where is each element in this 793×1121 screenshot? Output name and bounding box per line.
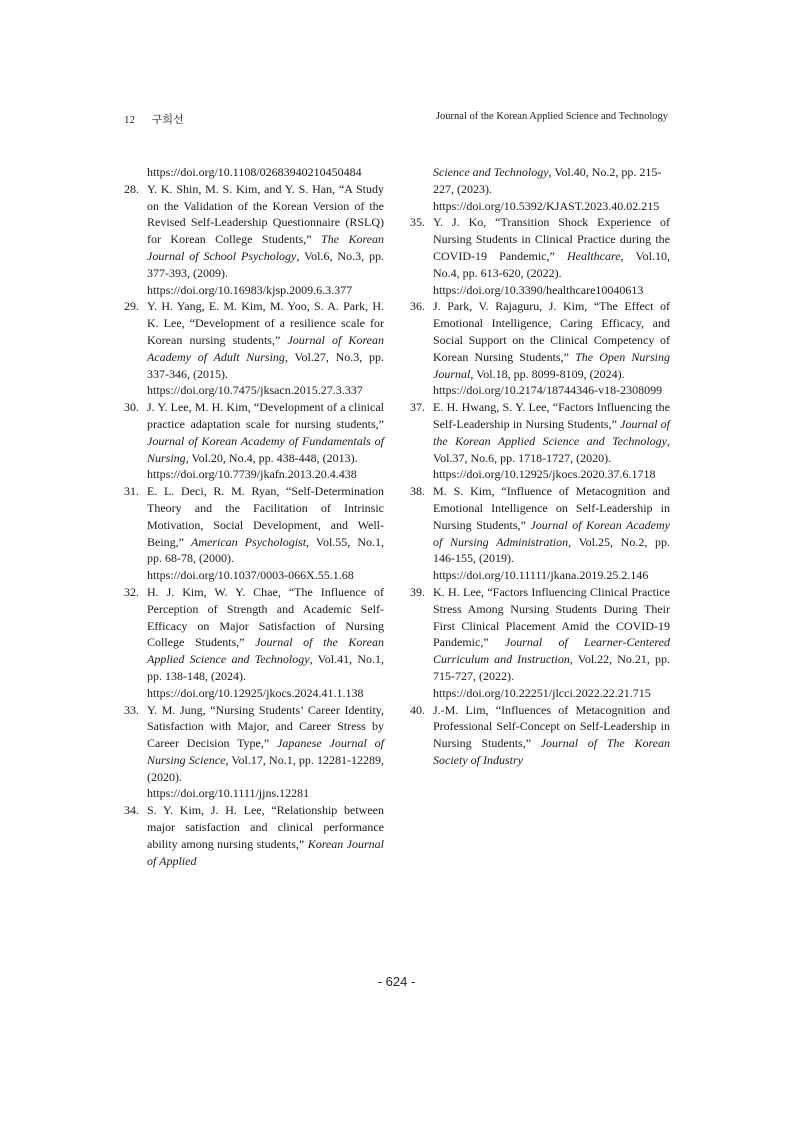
running-header-left (124, 111, 184, 127)
reference-authors-title: E. L. Deci, R. M. Ryan, “Self-Determination Theory and the Facilitation of Intrinsic Motivation, Social Development, and Well-Being,” (147, 484, 384, 549)
reference-journal: Journal of Korean Academy of Adult Nursing (147, 332, 384, 364)
header-author: 구희선 (151, 114, 184, 126)
reference-number: 28. (124, 181, 139, 196)
reference-text (433, 584, 670, 702)
reference-item (410, 214, 670, 298)
reference-authors-title: M. S. Kim, “Influence of Metacognition and Emotional Intelligence on Self-Leadership in Nursing Students,” (433, 484, 670, 532)
reference-doi-link[interactable]: https://doi.org/10.12925/jkocs.2024.41.1.138 (147, 685, 364, 700)
continued-reference: Science and Technology, Vol.40, No.2, pp. 215-227, (2023). https://doi.org/10.5392/KJAST.2023.40.02.215 (433, 165, 662, 213)
reference-item (410, 399, 670, 483)
reference-item (124, 483, 384, 584)
reference-authors-title: Y. J. Ko, “Transition Shock Experience of Nursing Students in Clinical Practice during the COVID-19 Pandemic,” (433, 215, 670, 263)
reference-journal: Japanese Journal of Nursing Science (147, 736, 385, 767)
reference-text (147, 584, 384, 702)
reference-doi-link[interactable]: https://doi.org/10.2174/18744346-v18-2308099 (433, 383, 663, 398)
reference-number: 38. (410, 484, 425, 499)
reference-volume-pages: , Vol.41, No.1, pp. 138-148, (2024). (147, 652, 384, 683)
reference-text (433, 399, 670, 483)
reference-number: 39. (410, 584, 425, 599)
reference-number: 30. (124, 400, 139, 415)
reference-text (433, 702, 670, 769)
reference-text (147, 802, 384, 869)
reference-authors-title: Y. M. Jung, “Nursing Students’ Career Identity, Satisfaction with Major, and Career Stress by Career Decision Type,” (147, 702, 384, 751)
reference-volume-pages: , Vol.18, pp. 8099-8109, (2024). (470, 366, 625, 381)
reference-volume-pages: , Vol.10, No.4, pp. 613-620, (2022). (433, 248, 670, 280)
reference-doi-link[interactable]: https://doi.org/10.3390/healthcare10040613 (433, 282, 644, 297)
reference-item (124, 181, 384, 299)
reference-volume-pages: , Vol.25, No.2, pp. 146-155, (2019). (433, 534, 670, 566)
reference-text (147, 181, 384, 299)
reference-number: 33. (124, 702, 139, 717)
reference-item (410, 702, 670, 769)
reference-volume-pages: , Vol.17, No.1, pp. 12281-12289, (2020). (147, 752, 384, 784)
reference-text (433, 214, 670, 298)
reference-text (147, 483, 384, 584)
reference-number: 29. (124, 299, 139, 314)
reference-text (147, 702, 384, 803)
reference-item (410, 298, 670, 399)
reference-item (124, 802, 384, 869)
reference-authors-title: H. J. Kim, W. Y. Chae, “The Influence of Perception of Strength and Academic Self-Efficacy on Major Satisfaction of Nursing College Students,” (147, 584, 384, 650)
reference-volume-pages: , Vol.27, No.3, pp. 337-346, (2015). (147, 349, 384, 381)
reference-authors-title: J. Park, V. Rajaguru, J. Kim, “The Effect of Emotional Intelligence, Caring Efficacy, and Social Support on the Clinical Competency of Korean Nursing Students,” (433, 299, 670, 364)
reference-authors-title: K. H. Lee, “Factors Influencing Clinical Practice Stress Among Nursing Students During Their First Clinical Placement Amid the COVID-19 Pandemic,” (433, 584, 670, 650)
reference-journal: Journal of the Korean Applied Science and Technology (147, 635, 384, 667)
reference-volume-pages: , Vol.20, No.4, pp. 438-448, (2013). (185, 450, 358, 465)
reference-doi-link[interactable]: https://doi.org/10.11111/jkana.2019.25.2.146 (433, 568, 649, 583)
reference-doi-link[interactable]: https://doi.org/10.12925/jkocs.2020.37.6.1718 (433, 467, 656, 482)
reference-number: 35. (410, 215, 425, 230)
reference-item (124, 399, 384, 483)
reference-doi-link[interactable]: https://doi.org/10.7739/jkafn.2013.20.4.438 (147, 467, 357, 482)
reference-item (124, 702, 384, 803)
reference-volume-pages: , Vol.37, No.6, pp. 1718-1727, (2020). (433, 433, 670, 465)
reference-number: 31. (124, 484, 139, 499)
reference-list-left (124, 181, 384, 870)
reference-journal: Healthcare (567, 248, 621, 263)
reference-authors-title: J.-M. Lim, “Influences of Metacognition and Professional Self-Concept on Self-Leadership in Nursing Students,” (433, 702, 670, 751)
reference-authors-title: Y. H. Yang, E. M. Kim, M. Yoo, S. A. Park, H. K. Lee, “Development of a resilience scale for Korean nursing students,” (147, 299, 384, 347)
reference-journal: The Open Nursing Journal (433, 349, 671, 381)
reference-journal: Journal of The Korean Society of Industry (433, 736, 670, 767)
reference-text (147, 399, 384, 483)
reference-item (124, 584, 384, 702)
reference-journal: Journal of Korean Academy of Nursing Administration (433, 517, 670, 549)
right-column (410, 164, 670, 769)
continued-doi: https://doi.org/10.1108/02683940210450484 (147, 165, 362, 179)
reference-journal: Journal of Learner-Centered Curriculum and Instruction (433, 635, 670, 667)
reference-item (410, 584, 670, 702)
reference-journal: Journal of Korean Academy of Fundamentals of Nursing (147, 433, 384, 465)
reference-item (124, 298, 384, 399)
reference-journal: The Korean Journal of School Psychology (147, 232, 384, 263)
reference-text (147, 298, 384, 399)
reference-authors-title: E. H. Hwang, S. Y. Lee, “Factors Influencing the Self-Leadership in Nursing Students,” (433, 400, 670, 431)
reference-number: 36. (410, 299, 425, 314)
reference-number: 37. (410, 400, 425, 415)
reference-authors-title: S. Y. Kim, J. H. Lee, “Relationship between major satisfaction and clinical performance ability among nursing students,” (147, 803, 384, 851)
reference-journal: Journal of the Korean Applied Science and Technology (433, 416, 670, 448)
reference-doi-link[interactable]: https://doi.org/10.7475/jksacn.2015.27.3.337 (147, 383, 363, 398)
reference-doi-link[interactable]: https://doi.org/10.1037/0003-066X.55.1.68 (147, 568, 354, 583)
reference-journal: American Psychologist (191, 534, 307, 549)
reference-doi-link[interactable]: https://doi.org/10.1111/jjns.12281 (147, 786, 310, 801)
reference-number: 32. (124, 584, 139, 599)
reference-doi-link[interactable]: https://doi.org/10.22251/jlcci.2022.22.21.715 (433, 685, 651, 700)
reference-authors-title: J. Y. Lee, M. H. Kim, “Development of a clinical practice adaptation scale for nursing students,” (147, 400, 384, 431)
reference-volume-pages: , Vol.55, No.1, pp. 68-78, (2000). (147, 534, 385, 566)
reference-volume-pages: , Vol.22, No.21, pp. 715-727, (2022). (433, 652, 670, 683)
running-header-journal: Journal of the Korean Applied Science and Technology (435, 111, 668, 122)
reference-item (410, 483, 670, 584)
header-page-number: 12 (124, 114, 135, 126)
page-number: - 624 - (377, 974, 416, 989)
reference-number: 34. (124, 803, 139, 818)
reference-doi-link[interactable]: https://doi.org/10.16983/kjsp.2009.6.3.377 (147, 282, 353, 297)
reference-text (433, 483, 670, 584)
reference-list-right (410, 214, 670, 768)
reference-authors-title: Y. K. Shin, M. S. Kim, and Y. S. Han, “A Study on the Validation of the Korean Version of the Revised Self-Leadership Questionnaire (RSLQ) for Korean College Students,” (147, 181, 384, 247)
reference-number: 40. (410, 702, 425, 717)
reference-journal: Korean Journal of Applied (147, 836, 384, 868)
reference-volume-pages: , Vol.6, No.3, pp. 377-393, (2009). (147, 248, 385, 280)
left-column (124, 164, 384, 869)
reference-text (433, 298, 670, 399)
